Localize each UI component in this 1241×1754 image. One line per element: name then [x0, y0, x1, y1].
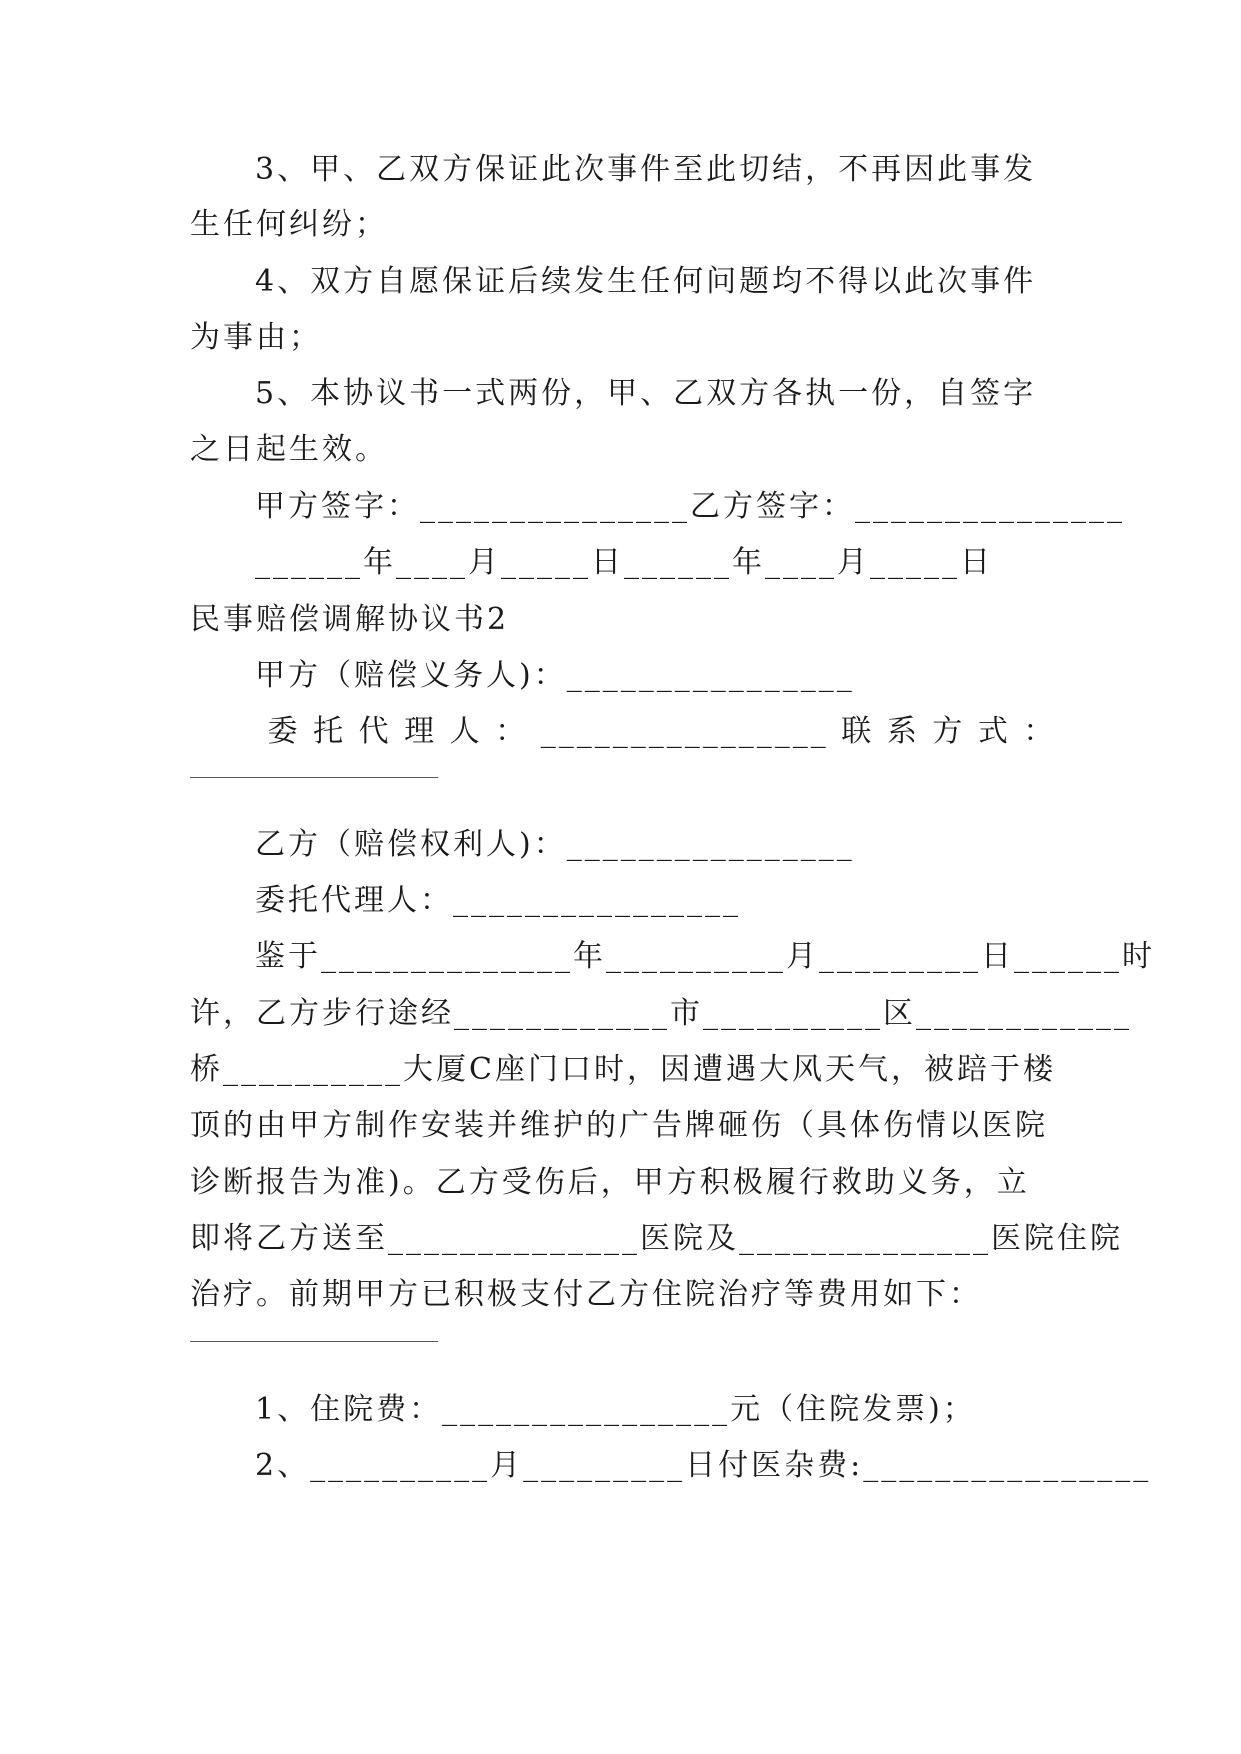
text-line: 为事由；: [190, 320, 322, 355]
text-line: 2、__________月_________日付医杂费:________________: [255, 1448, 1152, 1483]
text-line: 甲方（赔偿义务人)：________________: [255, 658, 855, 693]
text-line: 诊断报告为准)。乙方受伤后，甲方积极履行救助义务，立: [190, 1165, 1030, 1200]
text-line: 生任何纠纷；: [190, 207, 388, 242]
text-line: 1、住院费：________________元（住院发票)；: [255, 1392, 976, 1427]
blank-rule: [190, 777, 438, 778]
text-line: 委 托 代 理 人 ： ________________ 联 系 方 式 ：: [255, 714, 1057, 749]
blank-rule: [190, 1341, 438, 1342]
signature-line: 甲方签字：_______________乙方签字：_______________: [255, 489, 1125, 524]
text-line: 之日起生效。: [190, 432, 388, 467]
text-line: 3、甲、乙双方保证此次事件至此切结，不再因此事发: [255, 152, 1037, 187]
text-line: 治疗。前期甲方已积极支付乙方住院治疗等费用如下：: [190, 1277, 982, 1312]
text-line: 乙方（赔偿权利人)：________________: [255, 827, 855, 862]
text-line: 4、双方自愿保证后续发生任何问题均不得以此次事件: [255, 264, 1037, 299]
section-title: 民事赔偿调解协议书2: [190, 602, 510, 637]
date-line: ______年____月_____日______年____月_____日: [255, 545, 993, 580]
text-line: 许，乙方步行途经____________市__________区____________: [190, 996, 1132, 1031]
text-line: 鉴于______________年__________月_________日______时: [255, 939, 1155, 974]
text-line: 桥__________大厦C座门口时，因遭遇大风天气，被踣于楼: [190, 1052, 1056, 1087]
text-line: 即将乙方送至______________医院及______________医院住院: [190, 1221, 1123, 1256]
text-line: 委托代理人：________________: [255, 883, 741, 918]
text-line: 5、本协议书一式两份，甲、乙双方各执一份，自签字: [255, 376, 1037, 411]
text-line: 顶的由甲方制作安装并维护的广告牌砸伤（具体伤情以医院: [190, 1108, 1048, 1143]
